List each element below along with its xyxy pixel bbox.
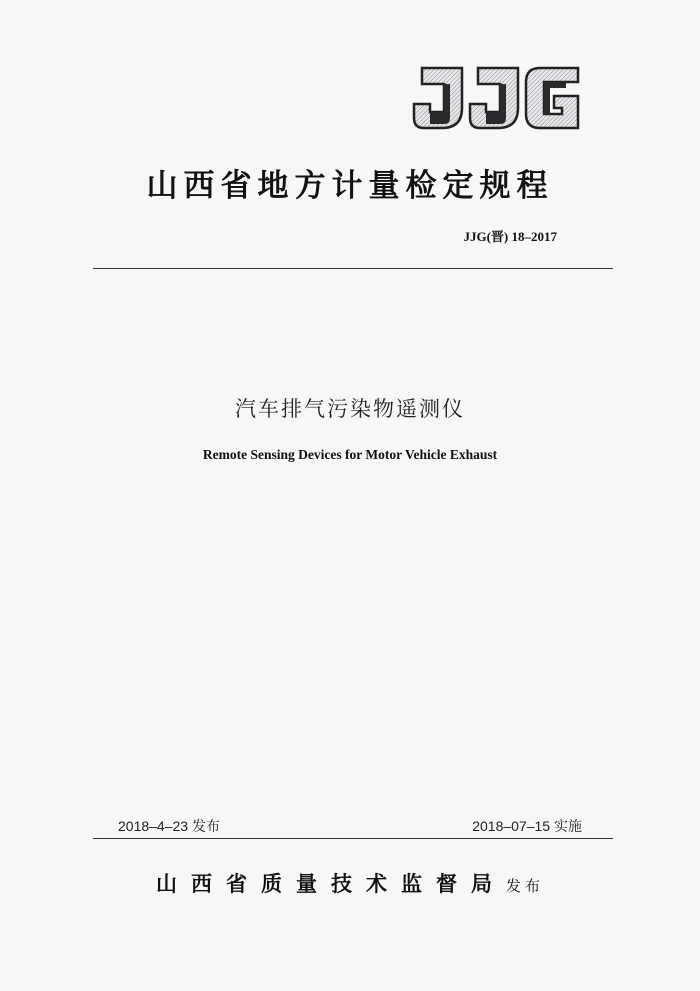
issuing-authority xyxy=(0,868,700,898)
authority-name: 山西省质量技术监督局 xyxy=(155,871,506,896)
standard-code: JJG(晋) 18–2017 xyxy=(463,229,557,244)
issue-date: 2018–4–23 发布 xyxy=(118,818,220,834)
implementation-date: 2018–07–15 实施 xyxy=(472,818,582,834)
jjg-logo xyxy=(410,62,582,134)
document-title-english: Remote Sensing Devices for Motor Vehicle Exhaust xyxy=(202,447,498,462)
authority-suffix: 发布 xyxy=(505,877,544,895)
bottom-divider xyxy=(93,838,613,839)
document-title-chinese: 汽车排气污染物遥测仪 xyxy=(235,397,465,421)
top-divider xyxy=(93,268,613,269)
standard-series-title: 山西省地方计量检定规程 xyxy=(146,168,554,204)
